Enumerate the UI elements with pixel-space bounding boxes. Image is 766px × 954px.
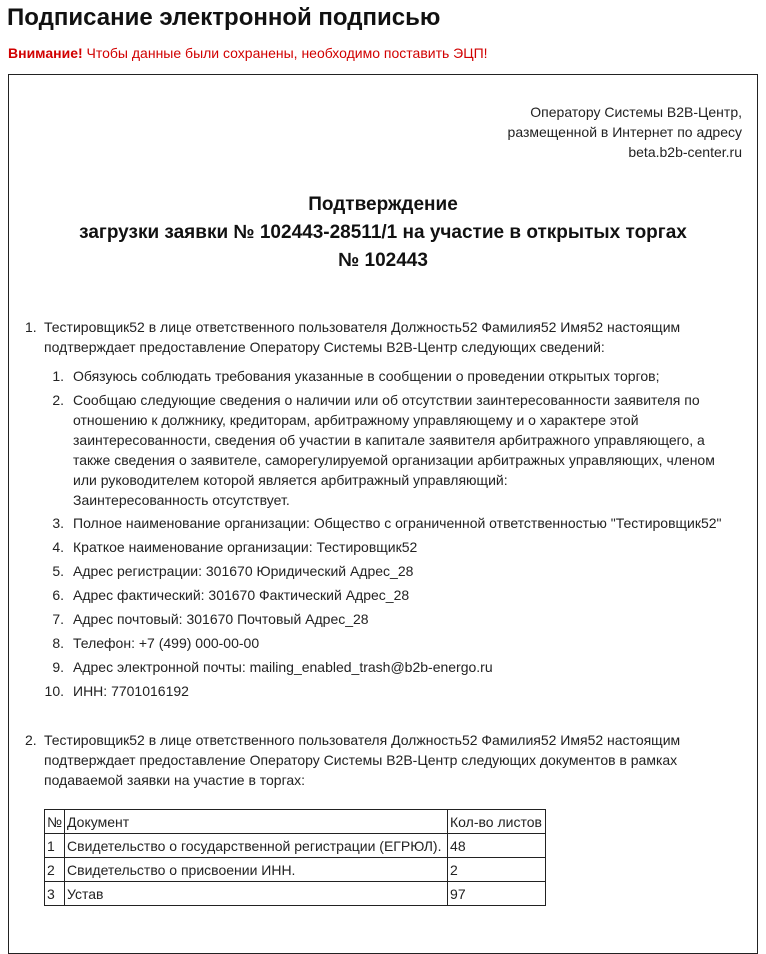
table-cell: 3: [45, 882, 65, 906]
table-header-cell: №: [45, 810, 65, 834]
table-header-cell: Документ: [65, 810, 448, 834]
table-cell: Свидетельство о присвоении ИНН.: [65, 858, 448, 882]
list-item-text: Телефон: +7 (499) 000-00-00: [73, 635, 260, 651]
list-item-text: Адрес фактический: 301670 Фактический Адрес_28: [73, 587, 410, 603]
document-title-line-1: Подтверждение: [308, 194, 458, 215]
list-item-number: 9.: [52, 659, 64, 675]
addressee-line-1: Оператору Системы B2B-Центр,: [530, 104, 742, 120]
warning-text: Чтобы данные были сохранены, необходимо поставить ЭЦП!: [82, 45, 488, 61]
section-2-number: 2.: [25, 732, 37, 748]
table-cell: 1: [45, 834, 65, 858]
section-2-intro: Тестировщик52 в лице ответственного пользователя Должность52 Фамилия52 Имя52 настоящим подтверждает предоставление Оператору Системы B2B-Центр следующих документов в рамках подаваемой заявки на участие в торгах:: [44, 732, 681, 788]
table-row: [45, 858, 546, 882]
list-item-number: 2.: [52, 392, 64, 408]
list-item-number: 5.: [52, 563, 64, 579]
page-title: Подписание электронной подписью: [7, 4, 441, 31]
table-row: [45, 834, 546, 858]
documents-table: [44, 809, 546, 906]
list-item-text: Полное наименование организации: Общество с ограниченной ответственностью "Тестировщик52": [73, 515, 722, 531]
list-item-number: 6.: [52, 587, 64, 603]
table-cell: 2: [45, 858, 65, 882]
table-cell: 48: [448, 834, 546, 858]
list-item-text-main: Сообщаю следующие сведения о наличии или об отсутствии заинтересованности заявителя по отношению к должнику, кредиторам, арбитражному управляющему и о характере этой заинтересованности, сведения об участии в капитале заявителя арбитражного управляющего, а также сведения о заявителе, саморегулируемой организации арбитражных управляющих, членом или руководителем которой является арбитражный управляющий:: [73, 392, 715, 488]
list-item-number: 10.: [44, 683, 64, 699]
warning-label: Внимание!: [8, 45, 83, 61]
list-item-text: Адрес почтовый: 301670 Почтовый Адрес_28: [73, 611, 369, 627]
document-title: [9, 191, 757, 275]
list-item-text: Краткое наименование организации: Тестировщик52: [73, 539, 418, 555]
list-item-text: ИНН: 7701016192: [73, 683, 189, 699]
table-cell: Устав: [65, 882, 448, 906]
table-cell: 97: [448, 882, 546, 906]
table-row: [45, 882, 546, 906]
list-item-text: [73, 390, 723, 510]
list-item-number: 1.: [52, 368, 64, 384]
list-item-number: 8.: [52, 635, 64, 651]
addressee-line-3: beta.b2b-center.ru: [628, 144, 742, 160]
addressee-block: [508, 102, 742, 162]
list-item-number: 4.: [52, 539, 64, 555]
section-1-number: 1.: [25, 319, 37, 335]
table-cell: Свидетельство о государственной регистрации (ЕГРЮЛ).: [65, 834, 448, 858]
confirmation-document: [8, 74, 758, 954]
list-item-text-extra: Заинтересованность отсутствует.: [73, 492, 290, 508]
document-title-line-2: загрузки заявки № 102443-28511/1 на участие в открытых торгах: [79, 222, 687, 243]
table-header-row: [45, 810, 546, 834]
list-item-number: 7.: [52, 611, 64, 627]
table-header-cell: Кол-во листов: [448, 810, 546, 834]
section-1-intro: Тестировщик52 в лице ответственного пользователя Должность52 Фамилия52 Имя52 настоящим подтверждает предоставление Оператору Системы B2B-Центр следующих сведений:: [44, 319, 681, 355]
save-warning: [8, 45, 488, 61]
list-item-number: 3.: [52, 515, 64, 531]
table-cell: 2: [448, 858, 546, 882]
addressee-line-2: размещенной в Интернет по адресу: [507, 124, 742, 140]
document-title-line-3: № 102443: [338, 250, 428, 271]
list-item-text: Адрес электронной почты: mailing_enabled_trash@b2b-energo.ru: [73, 659, 493, 675]
list-item-text: Адрес регистрации: 301670 Юридический Адрес_28: [73, 563, 414, 579]
list-item-text: Обязуюсь соблюдать требования указанные в сообщении о проведении открытых торгов;: [73, 368, 660, 384]
